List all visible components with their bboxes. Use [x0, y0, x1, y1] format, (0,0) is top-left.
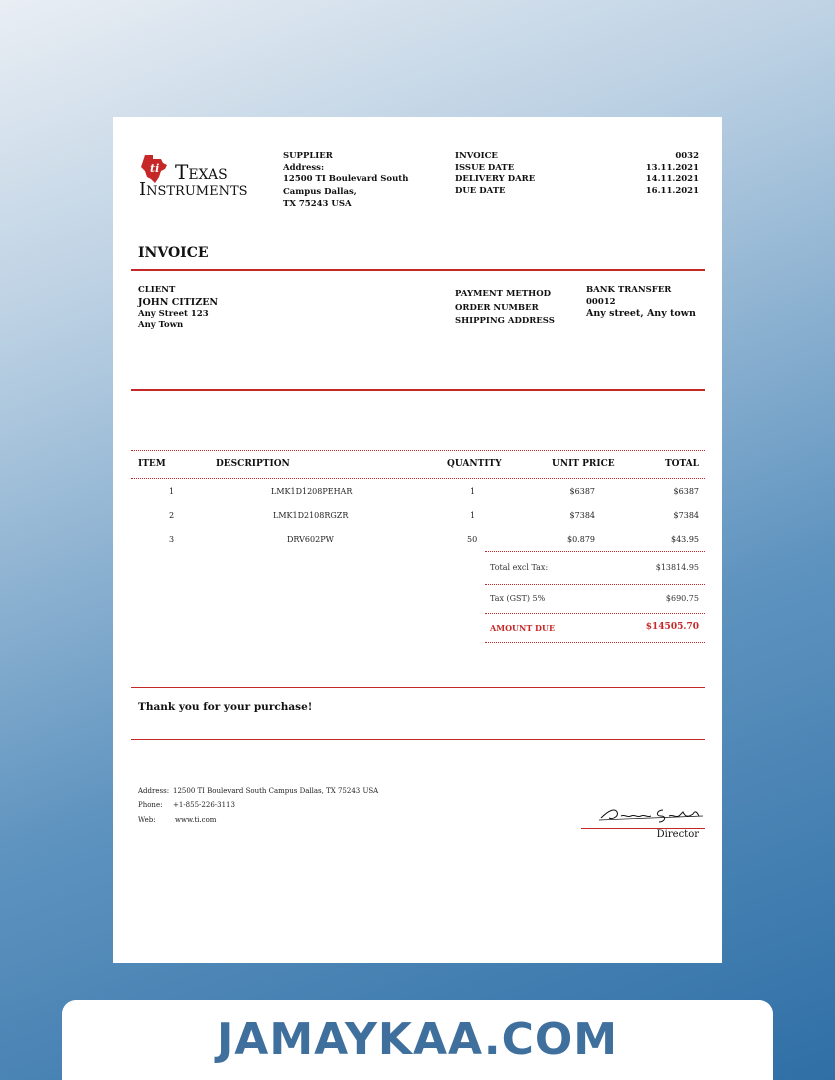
divider: [131, 687, 705, 688]
totals-rule: [485, 613, 705, 614]
signature-icon: [595, 804, 705, 826]
client-street: Any Street 123: [138, 308, 209, 319]
cell-description: DRV602PW: [287, 535, 334, 544]
banner-text: JAMAYKAA.COM: [216, 1014, 619, 1065]
client-block: [138, 285, 218, 332]
meta-label-issue-date: ISSUE DATE: [455, 162, 515, 173]
order-number-label: ORDER NUMBER: [455, 302, 539, 313]
payment-method-value: BANK TRANSFER: [586, 285, 672, 295]
cell-total: $6387: [673, 487, 699, 496]
divider: [131, 269, 705, 271]
page-title: INVOICE: [138, 245, 209, 261]
cell-quantity: 1: [470, 487, 476, 496]
client-town: Any Town: [138, 320, 184, 330]
footer-address-value: 12500 TI Boulevard South Campus Dallas, TX 75243 USA: [173, 787, 379, 795]
cell-quantity: 50: [467, 535, 478, 544]
tax-value: $690.75: [665, 594, 699, 603]
supplier-line3: TX 75243 USA: [283, 199, 352, 209]
cell-unit-price: $0.879: [567, 535, 595, 544]
meta-label-delivery-date: DELIVERY DARE: [455, 174, 536, 184]
cell-unit-price: $7384: [569, 511, 595, 520]
supplier-block: [283, 151, 408, 211]
total-excl-tax-label: Total excl Tax:: [490, 563, 549, 572]
footer-phone-label: Phone:: [138, 801, 163, 809]
amount-due-value: $14505.70: [645, 622, 699, 632]
payment-labels: [455, 288, 555, 329]
client-name: JOHN CITIZEN: [138, 296, 219, 308]
footer-web-label: Web:: [138, 816, 156, 824]
cell-item: 1: [169, 487, 175, 496]
shipping-address-label: SHIPPING ADDRESS: [455, 316, 555, 326]
total-excl-tax-value: $13814.95: [655, 563, 699, 572]
order-number-value: 00012: [586, 296, 616, 307]
logo-text-line2: Instruments: [139, 179, 248, 200]
cell-item: 3: [169, 535, 175, 544]
client-heading: CLIENT: [138, 285, 176, 295]
cell-description: LMK1D2108RGZR: [273, 511, 349, 520]
supplier-heading: SUPPLIER: [283, 151, 333, 161]
cell-total: $7384: [673, 511, 699, 520]
table-top-rule: [131, 450, 705, 451]
totals-rule: [485, 642, 705, 643]
thank-you-note: Thank you for your purchase!: [138, 701, 313, 713]
cell-total: $43.95: [671, 535, 699, 544]
th-unit-price: UNIT PRICE: [552, 459, 615, 469]
supplier-line2: Campus Dallas,: [283, 186, 357, 197]
totals-rule: [485, 584, 705, 585]
company-logo: [139, 153, 274, 199]
logo-text-line1: Texas: [175, 160, 228, 184]
footer-address-label: Address:: [138, 787, 170, 795]
meta-value-due-date: 16.11.2021: [645, 185, 699, 196]
footer-phone-value: +1-855-226-3113: [173, 801, 235, 809]
signature-role: Director: [656, 829, 699, 840]
payment-values: [586, 285, 696, 320]
invoice-meta-labels: [455, 151, 535, 197]
invoice-meta-values: [646, 151, 699, 197]
totals-rule: [485, 551, 705, 552]
amount-due-label: AMOUNT DUE: [490, 623, 556, 633]
table-header-rule: [131, 478, 705, 479]
supplier-line1: 12500 TI Boulevard South: [283, 174, 409, 184]
cell-item: 2: [169, 511, 175, 520]
watermark-banner: [62, 1000, 773, 1080]
th-description: DESCRIPTION: [216, 459, 290, 469]
supplier-address-label: Address:: [283, 162, 325, 173]
payment-method-label: PAYMENT METHOD: [455, 289, 551, 299]
divider: [131, 389, 705, 391]
th-total: TOTAL: [664, 459, 699, 469]
invoice-document: [113, 117, 722, 963]
th-quantity: QUANTITY: [447, 459, 502, 469]
cell-unit-price: $6387: [569, 487, 595, 496]
th-item: ITEM: [138, 459, 166, 469]
meta-value-invoice: 0032: [675, 151, 699, 161]
tax-label: Tax (GST) 5%: [490, 594, 546, 603]
meta-label-due-date: DUE DATE: [455, 185, 506, 196]
svg-text:ti: ti: [150, 162, 160, 175]
meta-label-invoice: INVOICE: [455, 151, 498, 161]
meta-value-issue-date: 13.11.2021: [645, 162, 699, 173]
shipping-address-value: Any street, Any town: [586, 308, 696, 319]
footer-web-value: www.ti.com: [175, 816, 217, 824]
cell-description: LMK1D1208PEHAR: [271, 487, 353, 496]
cell-quantity: 1: [470, 511, 476, 520]
divider: [131, 739, 705, 740]
meta-value-delivery-date: 14.11.2021: [645, 174, 699, 184]
